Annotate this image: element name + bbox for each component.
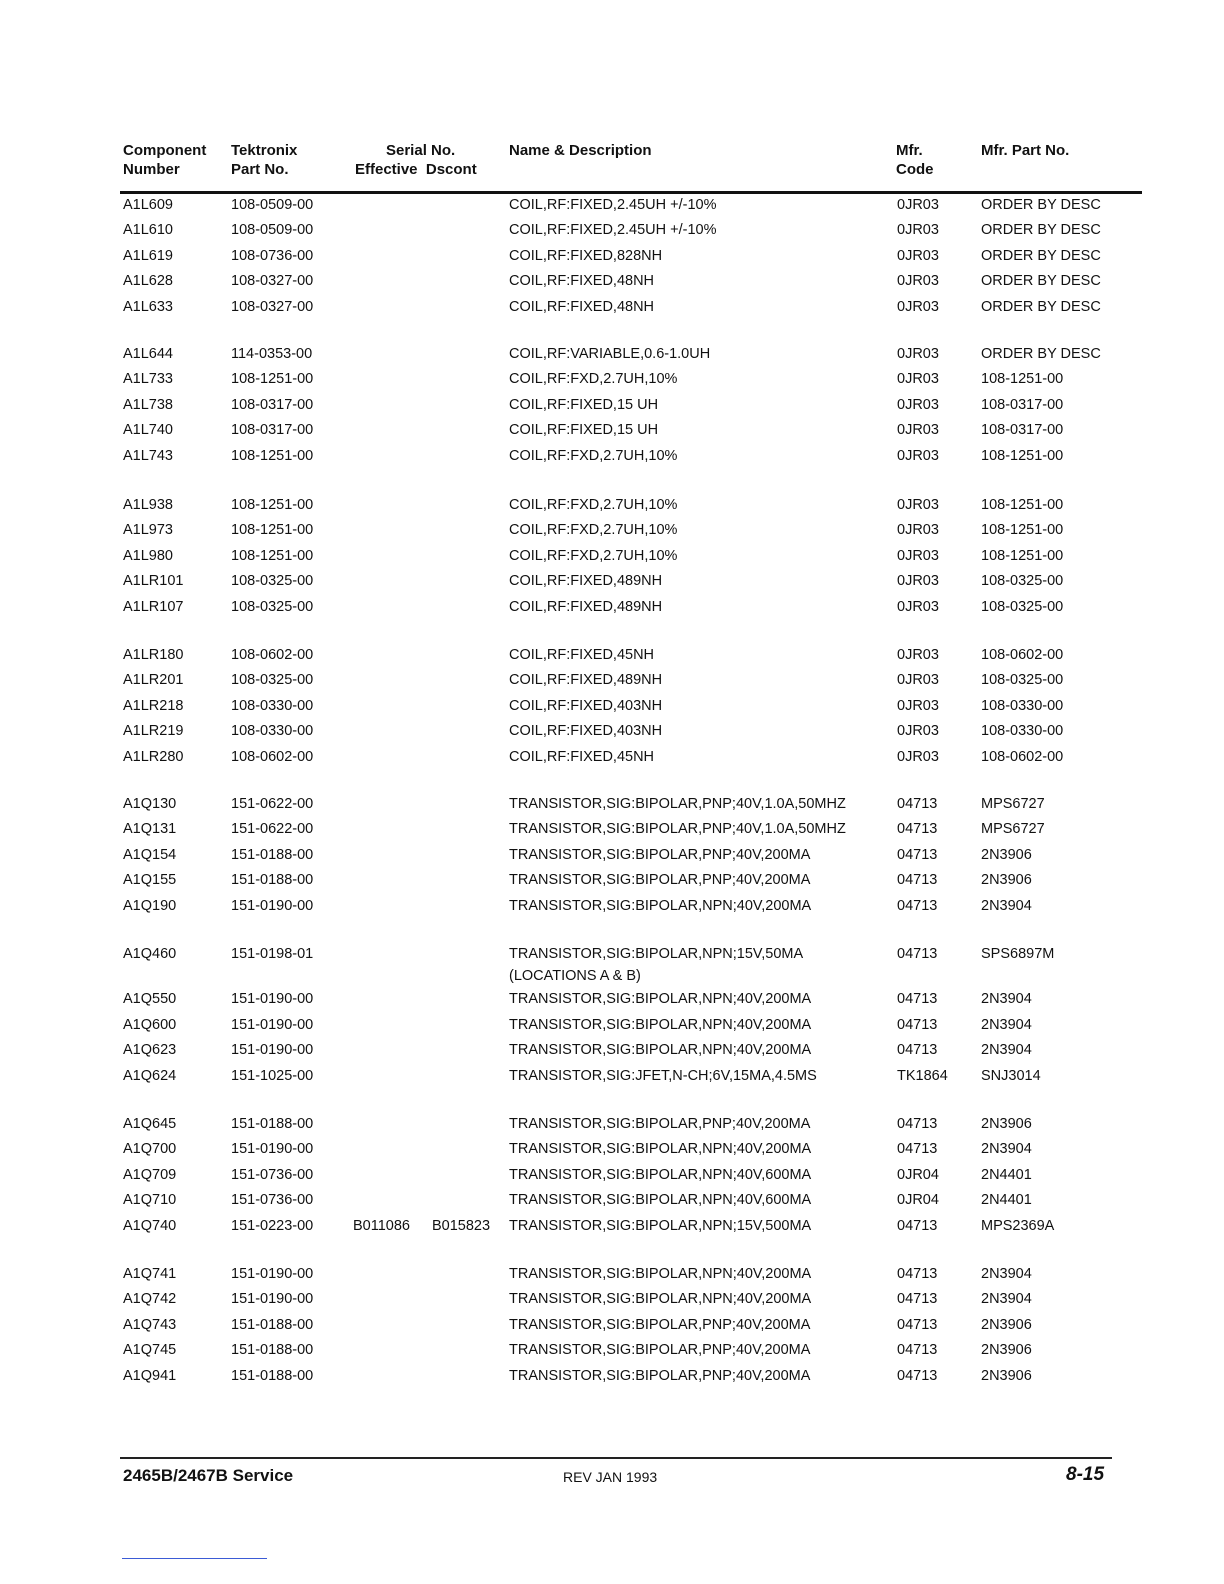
mfr-part-no: ORDER BY DESC <box>981 273 1101 290</box>
mfr-code: 0JR03 <box>897 298 939 315</box>
tektronix-part-no: 151-0736-00 <box>231 1166 314 1183</box>
mfr-code: 0JR03 <box>897 371 939 388</box>
table-row <box>0 869 1224 891</box>
tektronix-part-no: 108-1251-00 <box>231 447 314 464</box>
serial-effective: B011086 <box>353 1217 410 1234</box>
tektronix-part-no: 151-0190-00 <box>231 1016 314 1033</box>
tektronix-part-no: 151-0188-00 <box>231 1316 314 1333</box>
table-row <box>0 1215 1224 1237</box>
component-number: A1Q742 <box>123 1291 177 1308</box>
mfr-part-no: 2N3904 <box>981 1042 1032 1059</box>
name-description: COIL,RF:FXD,2.7UH,10% <box>509 371 678 388</box>
mfr-part-no: 2N3904 <box>981 1141 1032 1158</box>
table-row <box>0 844 1224 866</box>
name-description: COIL,RF:FIXED,15 UH <box>509 422 659 439</box>
component-number: A1Q743 <box>123 1316 177 1333</box>
name-description: COIL,RF:FIXED,489NH <box>509 573 663 590</box>
tektronix-part-no: 151-0198-01 <box>231 946 314 962</box>
mfr-part-no: 108-0325-00 <box>981 573 1064 590</box>
mfr-part-no: ORDER BY DESC <box>981 247 1101 264</box>
tektronix-part-no: 108-0325-00 <box>231 672 314 689</box>
component-number: A1Q600 <box>123 1016 177 1033</box>
tektronix-part-no: 108-0327-00 <box>231 273 314 290</box>
mfr-code: 0JR03 <box>897 247 939 264</box>
component-number: A1L609 <box>123 197 173 213</box>
table-row <box>0 1189 1224 1211</box>
table-row <box>0 1014 1224 1036</box>
mfr-part-no: 108-0330-00 <box>981 697 1064 714</box>
mfr-code: 04713 <box>897 1316 938 1333</box>
table-row <box>0 1263 1224 1285</box>
mfr-code: 0JR04 <box>897 1192 939 1209</box>
mfr-code: 04713 <box>897 1042 938 1059</box>
name-description: TRANSISTOR,SIG:BIPOLAR,NPN;40V,600MA <box>509 1192 812 1209</box>
name-description: COIL,RF:FXD,2.7UH,10% <box>509 447 678 464</box>
header-effective: Effective <box>355 161 418 178</box>
footer-manual-title: 2465B/2467B Service <box>123 1466 294 1485</box>
header-component-line2: Number <box>123 161 180 178</box>
component-number: A1LR280 <box>123 748 184 765</box>
table-row <box>0 1138 1224 1160</box>
component-number: A1Q460 <box>123 946 177 962</box>
mfr-code: 0JR03 <box>897 396 939 413</box>
mfr-code: 0JR03 <box>897 197 939 213</box>
tektronix-part-no: 151-0223-00 <box>231 1217 314 1234</box>
table-row <box>0 895 1224 917</box>
name-description: TRANSISTOR,SIG:BIPOLAR,NPN;40V,200MA <box>509 897 812 914</box>
mfr-part-no: 108-1251-00 <box>981 447 1064 464</box>
tektronix-part-no: 151-0190-00 <box>231 991 314 1008</box>
mfr-code: 0JR03 <box>897 522 939 539</box>
name-description: TRANSISTOR,SIG:BIPOLAR,PNP;40V,200MA <box>509 1316 811 1333</box>
serial-dscont: B015823 <box>432 1217 491 1234</box>
tektronix-part-no: 108-1251-00 <box>231 497 314 513</box>
name-description: COIL,RF:FIXED,2.45UH +/-10% <box>509 197 717 213</box>
mfr-part-no: 2N3906 <box>981 1367 1032 1384</box>
table-row <box>0 644 1224 666</box>
header-component-line1: Component <box>123 142 207 159</box>
tektronix-part-no: 108-0317-00 <box>231 396 314 413</box>
tektronix-part-no: 108-0736-00 <box>231 247 314 264</box>
table-row <box>0 596 1224 618</box>
component-number: A1L973 <box>123 522 173 539</box>
table-row <box>0 545 1224 567</box>
tektronix-part-no: 151-0190-00 <box>231 1042 314 1059</box>
table-row <box>0 669 1224 691</box>
name-description: COIL,RF:FXD,2.7UH,10% <box>509 522 678 539</box>
mfr-part-no: 108-1251-00 <box>981 547 1064 564</box>
name-description: COIL,RF:FIXED,828NH <box>509 247 663 264</box>
mfr-part-no: ORDER BY DESC <box>981 197 1101 213</box>
mfr-code: 0JR03 <box>897 422 939 439</box>
mfr-part-no: 2N3906 <box>981 872 1032 889</box>
name-description: COIL,RF:FIXED,45NH <box>509 647 655 663</box>
mfr-part-no: 2N3904 <box>981 991 1032 1008</box>
table-row <box>0 1113 1224 1135</box>
name-description: TRANSISTOR,SIG:BIPOLAR,NPN;40V,200MA <box>509 1291 812 1308</box>
table-row <box>0 1164 1224 1186</box>
component-number: A1L743 <box>123 447 173 464</box>
table-row <box>0 793 1224 815</box>
name-description: TRANSISTOR,SIG:BIPOLAR,PNP;40V,200MA <box>509 1367 811 1384</box>
table-row <box>0 494 1224 516</box>
name-description: TRANSISTOR,SIG:BIPOLAR,PNP;40V,200MA <box>509 846 811 863</box>
name-description: TRANSISTOR,SIG:BIPOLAR,NPN;40V,200MA <box>509 1016 812 1033</box>
tektronix-part-no: 108-0602-00 <box>231 748 314 765</box>
mfr-code: 04713 <box>897 1342 938 1359</box>
tektronix-part-no: 108-0330-00 <box>231 723 314 740</box>
component-number: A1Q745 <box>123 1342 177 1359</box>
mfr-code: 0JR03 <box>897 222 939 239</box>
name-description: TRANSISTOR,SIG:BIPOLAR,PNP;40V,1.0A,50MHZ <box>509 796 846 812</box>
mfr-code: 0JR03 <box>897 598 939 615</box>
footer-rule <box>120 1457 1112 1459</box>
name-description: TRANSISTOR,SIG:BIPOLAR,PNP;40V,200MA <box>509 872 811 889</box>
mfr-code: 04713 <box>897 1141 938 1158</box>
table-row <box>0 943 1224 984</box>
table-row <box>0 270 1224 292</box>
table-row <box>0 1314 1224 1336</box>
mfr-part-no: 108-1251-00 <box>981 522 1064 539</box>
tektronix-part-no: 151-0190-00 <box>231 1291 314 1308</box>
table-row <box>0 1065 1224 1087</box>
table-row <box>0 519 1224 541</box>
mfr-part-no: 2N3906 <box>981 1316 1032 1333</box>
mfr-part-no: 108-0602-00 <box>981 748 1064 765</box>
mfr-code: 04713 <box>897 872 938 889</box>
tektronix-part-no: 108-0325-00 <box>231 573 314 590</box>
tektronix-part-no: 151-0188-00 <box>231 872 314 889</box>
mfr-code: 0JR03 <box>897 697 939 714</box>
table-row <box>0 570 1224 592</box>
name-description: COIL,RF:FIXED,403NH <box>509 723 663 740</box>
tektronix-part-no: 108-0327-00 <box>231 298 314 315</box>
mfr-part-no: ORDER BY DESC <box>981 222 1101 239</box>
component-number: A1LR107 <box>123 598 184 615</box>
name-description: TRANSISTOR,SIG:BIPOLAR,NPN;40V,200MA <box>509 1141 812 1158</box>
header-mfr-code-line1: Mfr. <box>896 142 923 159</box>
mfr-code: 04713 <box>897 1291 938 1308</box>
mfr-code: 0JR04 <box>897 1166 939 1183</box>
mfr-part-no: 2N3904 <box>981 1266 1032 1282</box>
tektronix-part-no: 151-0188-00 <box>231 1116 314 1132</box>
footer-page-number: 8-15 <box>1066 1464 1105 1485</box>
mfr-code: 04713 <box>897 821 938 838</box>
tektronix-part-no: 151-0190-00 <box>231 1141 314 1158</box>
mfr-part-no: 108-0325-00 <box>981 672 1064 689</box>
name-description: COIL,RF:FIXED,2.45UH +/-10% <box>509 222 717 239</box>
mfr-part-no: 2N4401 <box>981 1166 1032 1183</box>
table-row <box>0 720 1224 742</box>
component-number: A1L740 <box>123 422 173 439</box>
component-number: A1Q131 <box>123 821 177 838</box>
component-number: A1LR219 <box>123 723 184 740</box>
header-name-desc-label: Name & Description <box>509 142 652 159</box>
component-number: A1LR180 <box>123 647 184 663</box>
component-number: A1Q710 <box>123 1192 177 1209</box>
table-row <box>0 368 1224 390</box>
mfr-part-no: MPS2369A <box>981 1217 1055 1234</box>
name-description: COIL,RF:FIXED,15 UH <box>509 396 659 413</box>
mfr-part-no: 2N3904 <box>981 897 1032 914</box>
component-number: A1L733 <box>123 371 173 388</box>
mfr-code: 04713 <box>897 1217 938 1234</box>
mfr-code: 04713 <box>897 946 938 962</box>
mfr-code: 04713 <box>897 897 938 914</box>
component-number: A1Q550 <box>123 991 177 1008</box>
component-number: A1LR101 <box>123 573 184 590</box>
table-row <box>0 695 1224 717</box>
mfr-part-no: 108-0325-00 <box>981 598 1064 615</box>
mfr-code: 0JR03 <box>897 672 939 689</box>
tektronix-part-no: 114-0353-00 <box>231 346 313 362</box>
mfr-code: 04713 <box>897 796 938 812</box>
name-description: TRANSISTOR,SIG:BIPOLAR,NPN;40V,200MA <box>509 1042 812 1059</box>
tektronix-part-no: 151-0190-00 <box>231 1266 314 1282</box>
mfr-part-no: MPS6727 <box>981 796 1045 812</box>
name-description: TRANSISTOR,SIG:BIPOLAR,PNP;40V,200MA <box>509 1342 811 1359</box>
mfr-part-no: ORDER BY DESC <box>981 298 1101 315</box>
tektronix-part-no: 108-0509-00 <box>231 222 314 239</box>
name-description: TRANSISTOR,SIG:BIPOLAR,PNP;40V,1.0A,50MHZ <box>509 821 846 838</box>
mfr-part-no: 2N3904 <box>981 1016 1032 1033</box>
name-description: TRANSISTOR,SIG:BIPOLAR,NPN;15V,50MA (LOCATIONS A & B) <box>509 946 803 984</box>
component-number: A1L619 <box>123 247 173 264</box>
mfr-code: 04713 <box>897 1266 938 1282</box>
table-row <box>0 818 1224 840</box>
tektronix-part-no: 108-0602-00 <box>231 647 314 663</box>
name-description: TRANSISTOR,SIG:JFET,N-CH;6V,15MA,4.5MS <box>509 1067 817 1084</box>
mfr-part-no: MPS6727 <box>981 821 1045 838</box>
table-row <box>0 194 1224 216</box>
table-row <box>0 746 1224 768</box>
table-row <box>0 988 1224 1010</box>
table-row <box>0 245 1224 267</box>
component-number: A1Q700 <box>123 1141 177 1158</box>
name-description: TRANSISTOR,SIG:BIPOLAR,NPN;40V,200MA <box>509 1266 812 1282</box>
mfr-code: 0JR03 <box>897 497 939 513</box>
name-description: TRANSISTOR,SIG:BIPOLAR,NPN;40V,200MA <box>509 991 812 1008</box>
mfr-part-no: SNJ3014 <box>981 1067 1041 1084</box>
component-number: A1Q624 <box>123 1067 177 1084</box>
component-number: A1L644 <box>123 346 173 362</box>
mfr-part-no: 2N3904 <box>981 1291 1032 1308</box>
name-description: COIL,RF:FIXED,489NH <box>509 672 663 689</box>
name-description: COIL,RF:FIXED,489NH <box>509 598 663 615</box>
header-serial-label: Serial No. <box>386 142 456 159</box>
name-description: TRANSISTOR,SIG:BIPOLAR,PNP;40V,200MA <box>509 1116 811 1132</box>
mfr-code: 04713 <box>897 1016 938 1033</box>
component-number: A1L610 <box>123 222 173 239</box>
mfr-part-no: 108-0602-00 <box>981 647 1064 663</box>
table-row <box>0 1039 1224 1061</box>
tektronix-part-no: 108-1251-00 <box>231 371 314 388</box>
mfr-code: 0JR03 <box>897 748 939 765</box>
mfr-code: 0JR03 <box>897 273 939 290</box>
table-row <box>0 445 1224 467</box>
tektronix-part-no: 108-1251-00 <box>231 522 314 539</box>
table-row <box>0 1365 1224 1387</box>
mfr-code: 0JR03 <box>897 547 939 564</box>
mfr-code: 0JR03 <box>897 447 939 464</box>
header-tek-line2: Part No. <box>231 161 289 178</box>
name-description: COIL,RF:FIXED,45NH <box>509 748 655 765</box>
tektronix-part-no: 151-0622-00 <box>231 821 314 838</box>
component-number: A1Q645 <box>123 1116 177 1132</box>
name-description: COIL,RF:VARIABLE,0.6-1.0UH <box>509 346 711 362</box>
component-number: A1Q623 <box>123 1042 177 1059</box>
component-number: A1LR201 <box>123 672 184 689</box>
mfr-code: 04713 <box>897 991 938 1008</box>
mfr-part-no: ORDER BY DESC <box>981 346 1101 362</box>
tektronix-part-no: 151-0190-00 <box>231 897 314 914</box>
component-number: A1Q130 <box>123 796 177 812</box>
mfr-code: TK1864 <box>897 1067 948 1084</box>
tektronix-part-no: 151-0188-00 <box>231 1342 314 1359</box>
mfr-code: 0JR03 <box>897 573 939 590</box>
table-row <box>0 1288 1224 1310</box>
tektronix-part-no: 151-0188-00 <box>231 1367 314 1384</box>
component-number: A1L738 <box>123 396 173 413</box>
name-description: COIL,RF:FXD,2.7UH,10% <box>509 497 678 513</box>
header-tek-line1: Tektronix <box>231 142 298 159</box>
component-number: A1L628 <box>123 273 173 290</box>
component-number: A1Q155 <box>123 872 177 889</box>
mfr-part-no: 108-1251-00 <box>981 497 1064 513</box>
mfr-part-no: 2N3906 <box>981 846 1032 863</box>
tektronix-part-no: 108-0325-00 <box>231 598 314 615</box>
name-description: COIL,RF:FIXED,403NH <box>509 697 663 714</box>
component-number: A1Q740 <box>123 1217 177 1234</box>
mfr-part-no: 2N3906 <box>981 1116 1032 1132</box>
tektronix-part-no: 151-0188-00 <box>231 846 314 863</box>
tektronix-part-no: 151-1025-00 <box>231 1067 314 1084</box>
component-number: A1Q154 <box>123 846 177 863</box>
footer-revision: REV JAN 1993 <box>563 1469 658 1485</box>
bottom-mark-line <box>122 1558 267 1559</box>
mfr-part-no: 108-0330-00 <box>981 723 1064 740</box>
table-row <box>0 1339 1224 1361</box>
component-number: A1Q709 <box>123 1166 177 1183</box>
table-row <box>0 343 1224 365</box>
mfr-part-no: 108-0317-00 <box>981 422 1064 439</box>
mfr-code: 0JR03 <box>897 346 939 362</box>
component-number: A1L938 <box>123 497 173 513</box>
header-mfr-code-line2: Code <box>896 161 934 178</box>
mfr-part-no: 2N3906 <box>981 1342 1032 1359</box>
component-number: A1Q190 <box>123 897 177 914</box>
header-dscont: Dscont <box>425 161 477 178</box>
mfr-part-no: 108-1251-00 <box>981 371 1064 388</box>
table-row <box>0 419 1224 441</box>
component-number: A1Q741 <box>123 1266 177 1282</box>
tektronix-part-no: 108-0330-00 <box>231 697 314 714</box>
mfr-code: 04713 <box>897 1116 938 1132</box>
name-description: COIL,RF:FXD,2.7UH,10% <box>509 547 678 564</box>
name-description: COIL,RF:FIXED,48NH <box>509 273 655 290</box>
tektronix-part-no: 108-0317-00 <box>231 422 314 439</box>
table-row <box>0 296 1224 318</box>
mfr-code: 0JR03 <box>897 723 939 740</box>
tektronix-part-no: 151-0736-00 <box>231 1192 314 1209</box>
mfr-part-no: 108-0317-00 <box>981 396 1064 413</box>
mfr-part-no: 2N4401 <box>981 1192 1032 1209</box>
name-description: TRANSISTOR,SIG:BIPOLAR,NPN;40V,600MA <box>509 1166 812 1183</box>
tektronix-part-no: 108-1251-00 <box>231 547 314 564</box>
table-row <box>0 219 1224 241</box>
tektronix-part-no: 151-0622-00 <box>231 796 314 812</box>
component-number: A1LR218 <box>123 697 184 714</box>
name-description: TRANSISTOR,SIG:BIPOLAR,NPN;15V,500MA <box>509 1217 812 1234</box>
name-description: COIL,RF:FIXED,48NH <box>509 298 655 315</box>
mfr-part-no: SPS6897M <box>981 946 1055 962</box>
mfr-code: 0JR03 <box>897 647 939 663</box>
mfr-code: 04713 <box>897 846 938 863</box>
mfr-code: 04713 <box>897 1367 938 1384</box>
table-row <box>0 394 1224 416</box>
component-number: A1Q941 <box>123 1367 177 1384</box>
header-mfr-part-label: Mfr. Part No. <box>981 142 1070 159</box>
tektronix-part-no: 108-0509-00 <box>231 197 314 213</box>
component-number: A1L633 <box>123 298 173 315</box>
component-number: A1L980 <box>123 547 173 564</box>
